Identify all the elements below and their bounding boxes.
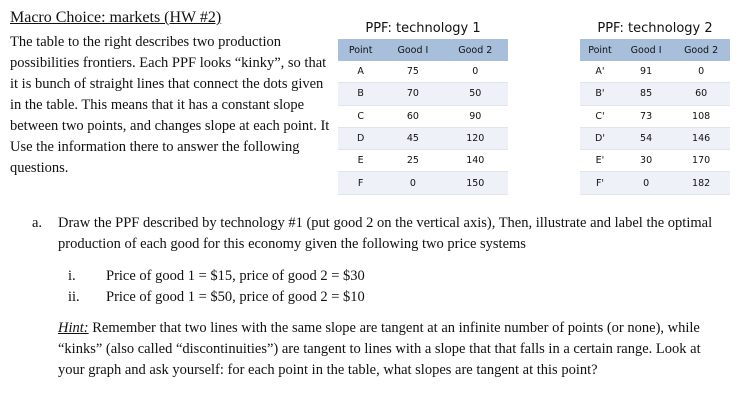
ppf1-table [338, 39, 508, 195]
table-row [338, 61, 508, 83]
table-row [338, 150, 508, 172]
table-cell: D [338, 127, 383, 149]
table-cell: 120 [443, 127, 508, 149]
ppf2-header-good2: Good 2 [672, 39, 730, 61]
table-cell: 150 [443, 172, 508, 194]
ppf1-title: PPF: technology 1 [365, 21, 481, 36]
hint-label: Hint: [58, 320, 89, 336]
ppf2-table [580, 39, 730, 195]
table-cell: C' [580, 105, 620, 127]
table-cell: 85 [620, 83, 672, 105]
table-row [338, 172, 508, 194]
table-cell: 70 [383, 83, 442, 105]
table-cell: 182 [672, 172, 730, 194]
ppf-table-technology-1 [338, 19, 508, 195]
table-cell: 0 [672, 61, 730, 83]
ppf1-header-good2: Good 2 [443, 39, 508, 61]
table-cell: B' [580, 83, 620, 105]
table-cell: B [338, 83, 383, 105]
ppf1-header-good1: Good I [383, 39, 442, 61]
question-a [32, 213, 722, 255]
table-row [338, 83, 508, 105]
hint-text: Remember that two lines with the same slope are tangent at an infinite number of points (or none), while “kinks” (also called “discontinuities”) are tangent to lines with a slope that that falls in a certain range. Look at your graph and ask yourself: for each point in the table, what slopes are tangent at this point? [58, 320, 701, 378]
table-row [580, 150, 730, 172]
table-cell: 54 [620, 127, 672, 149]
ppf2-body [580, 61, 730, 194]
intro-paragraph: The table to the right describes two production possibilities frontiers. Each PPF looks “kinky”, so that it is bunch of straight lines that connect the dots given in the table. This means that it has a constant slope between two points, and changes slope at each point. It Use the information there to answer the following questions. [10, 34, 330, 176]
table-cell: C [338, 105, 383, 127]
table-cell: 60 [383, 105, 442, 127]
table-cell: E' [580, 150, 620, 172]
table-cell: 25 [383, 150, 442, 172]
question-a-label: a. [32, 215, 43, 231]
table-cell: 0 [443, 61, 508, 83]
page-title: Macro Choice: markets (HW #2) [10, 9, 222, 26]
table-cell: 75 [383, 61, 442, 83]
table-cell: 30 [620, 150, 672, 172]
ppf2-title: PPF: technology 2 [597, 21, 713, 36]
table-cell: E [338, 150, 383, 172]
ppf-table-technology-2 [580, 19, 730, 195]
table-cell: 170 [672, 150, 730, 172]
sub-item [68, 287, 365, 308]
table-cell: F [338, 172, 383, 194]
ppf1-header-point: Point [338, 39, 383, 61]
table-row [580, 105, 730, 127]
sub-item-number: i. [68, 268, 76, 284]
ppf1-body [338, 61, 508, 194]
hint-paragraph [58, 318, 724, 381]
table-cell: A [338, 61, 383, 83]
sub-item-text: Price of good 1 = $15, price of good 2 = $30 [106, 268, 365, 284]
table-row [338, 127, 508, 149]
table-cell: 0 [620, 172, 672, 194]
ppf2-header-point: Point [580, 39, 620, 61]
sub-item-number: ii. [68, 289, 80, 305]
table-cell: 45 [383, 127, 442, 149]
table-cell: 60 [672, 83, 730, 105]
table-cell: A' [580, 61, 620, 83]
table-cell: 108 [672, 105, 730, 127]
sub-item [68, 266, 365, 287]
table-cell: 90 [443, 105, 508, 127]
table-row [580, 61, 730, 83]
table-row [580, 83, 730, 105]
table-cell: 140 [443, 150, 508, 172]
table-cell: 0 [383, 172, 442, 194]
table-cell: 73 [620, 105, 672, 127]
table-cell: 50 [443, 83, 508, 105]
table-cell: D' [580, 127, 620, 149]
table-row [580, 172, 730, 194]
table-cell: 146 [672, 127, 730, 149]
sub-item-text: Price of good 1 = $50, price of good 2 = $10 [106, 289, 365, 305]
question-a-text: Draw the PPF described by technology #1 (put good 2 on the vertical axis), Then, illustrate and label the optimal production of each good for this economy given the following two price systems [58, 215, 713, 252]
table-cell: 91 [620, 61, 672, 83]
table-cell: F' [580, 172, 620, 194]
table-row [338, 105, 508, 127]
ppf2-header-good1: Good I [620, 39, 672, 61]
table-row [580, 127, 730, 149]
